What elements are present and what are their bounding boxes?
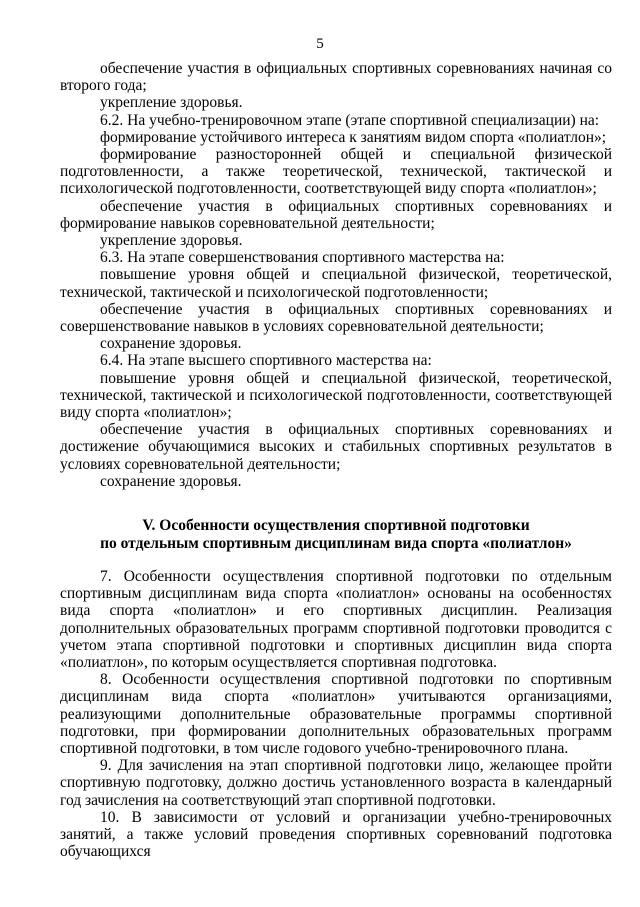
page-number: 5 (316, 36, 324, 52)
paragraph: формирование разносторонней общей и специальной физической подготовленности, а также теоретической, технической, тактической и психологической подготовленности, соответствующей виду спорта «полиатлон»; (60, 146, 612, 198)
section-text-block (60, 568, 612, 860)
section-heading-line: V. Особенности осуществления спортивной подготовки (142, 517, 530, 534)
paragraph: 8. Особенности осуществления спортивной подготовки по спортивным дисциплинам вида спорта «полиатлон» учитываются организациями, реализующими дополнительные образовательные программы спортивной подготовки, при формировании дополнительных образовательных программ спортивной подготовки, в том числе годового учебно-тренировочного плана. (60, 671, 612, 758)
paragraph: укрепление здоровья. (100, 94, 243, 112)
paragraph: сохранение здоровья. (100, 472, 242, 490)
paragraph: 10. В зависимости от условий и организации учебно-тренировочных занятий, а также условий проведения спортивных соревнований подготовка обучающихся (60, 808, 612, 861)
paragraph: повышение уровня общей и специальной физической, теоретической, технической, тактической и психологической подготовленности; (60, 266, 612, 301)
paragraph: 7. Особенности осуществления спортивной подготовки по отдельным спортивным дисциплинам вида спорта «полиатлон» основаны на особенностях вида спорта «полиатлон» и его спортивных дисциплин. Реализация дополнительных образовательных программ спортивной подготовки проводится с учетом этапа спортивной подготовки и спортивных дисциплин вида спорта «полиатлон», по которым осуществляется спортивная подготовка. (60, 568, 612, 672)
top-text-block (60, 60, 612, 490)
paragraph: обеспечение участия в официальных спортивных соревнованиях и совершенствование навыков в условиях соревновательной деятельности; (60, 300, 612, 336)
section-heading-line: по отдельным спортивным дисциплинам вида спорта «полиатлон» (100, 534, 572, 552)
paragraph: укрепление здоровья. (100, 232, 243, 250)
paragraph: сохранение здоровья. (100, 335, 242, 353)
paragraph: 6.2. На учебно-тренировочном этапе (этапе спортивной специализации) на: (100, 111, 600, 129)
section-heading (60, 517, 612, 552)
paragraph: 9. Для зачисления на этап спортивной подготовки лицо, желающее пройти спортивную подготовку, должно достичь установленного возраста в календарный год зачисления на соответствующий этап спортивной подготовки. (60, 757, 612, 809)
paragraph: 6.4. На этапе высшего спортивного мастерства на: (100, 352, 432, 370)
paragraph: 6.3. На этапе совершенствования спортивного мастерства на: (100, 249, 505, 267)
paragraph: обеспечение участия в официальных спортивных соревнованиях и достижение обучающимися высоких и стабильных спортивных результатов в условиях соревновательной деятельности; (60, 421, 612, 473)
paragraph: обеспечение участия в официальных спортивных соревнованиях и формирование навыков соревновательной деятельности; (60, 197, 612, 232)
paragraph: повышение уровня общей и специальной физической, теоретической, технической, тактической и психологической подготовленности, соответствующей виду спорта «полиатлон»; (60, 369, 612, 422)
paragraph: обеспечение участия в официальных спортивных соревнованиях начиная со второго года; (60, 60, 612, 95)
paragraph: формирование устойчивого интереса к занятиям видом спорта «полиатлон»; (100, 128, 607, 146)
